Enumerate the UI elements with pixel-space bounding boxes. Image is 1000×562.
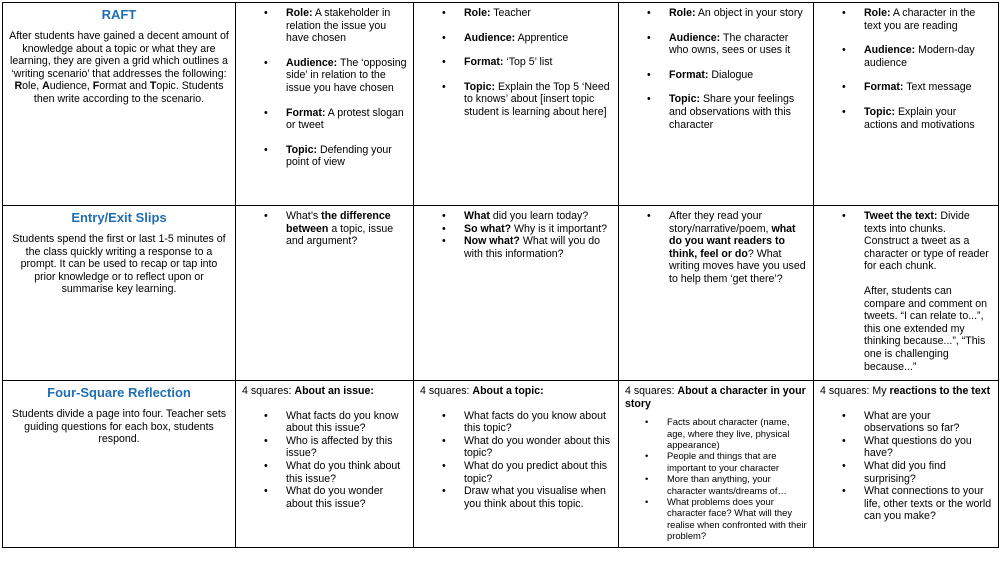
bullet-icon: • <box>264 56 268 69</box>
bullet-icon: • <box>647 68 651 81</box>
text-run: 4 squares: <box>420 385 473 397</box>
list-item <box>442 7 612 20</box>
strategy-description-cell <box>3 381 236 548</box>
strategy-description-cell <box>3 3 236 206</box>
bold-text: Audience: <box>464 31 516 44</box>
text-run: Text message <box>903 81 972 94</box>
strategy-title: Four-Square Reflection <box>47 385 191 400</box>
bullet-list <box>420 7 612 119</box>
bold-text: Role: <box>286 7 313 19</box>
bullet-icon: • <box>264 485 268 498</box>
list-item <box>442 409 612 435</box>
bullet-icon: • <box>645 473 649 485</box>
cell-lead <box>420 385 612 398</box>
bullet-icon: • <box>647 210 651 222</box>
strategy-description <box>9 233 229 296</box>
bold-text: What <box>464 210 490 222</box>
example-cell <box>236 381 414 548</box>
list-item <box>647 31 807 57</box>
bullet-icon: • <box>442 222 446 235</box>
bold-text: Topic: <box>286 143 317 156</box>
bullet-icon: • <box>842 409 846 422</box>
example-cell <box>236 3 414 206</box>
list-item <box>647 210 807 286</box>
text-run: Facts about character (name, age, where they live, physical appearance) <box>667 416 790 450</box>
bullet-icon: • <box>442 31 446 44</box>
bullet-icon: • <box>645 496 649 508</box>
text-run: What did you find surprising? <box>864 459 946 485</box>
bold-text: Role: <box>669 7 696 19</box>
list-item <box>442 235 612 260</box>
list-item <box>442 485 612 510</box>
bullet-list <box>242 7 407 169</box>
example-cell <box>814 206 999 381</box>
bullet-list <box>242 410 407 511</box>
text-run: What do you wonder about this topic? <box>464 434 611 460</box>
text-run: Students divide a page into four. Teacher sets guiding questions for each box, students respond. <box>11 408 227 446</box>
text-run: A protest slogan or tweet <box>286 106 404 132</box>
text-run: An object in your story <box>695 7 803 19</box>
bold-text: Role: <box>864 7 891 19</box>
text-run: People and things that are important to your character <box>667 450 780 473</box>
bullet-icon: • <box>442 485 446 498</box>
text-run: did you learn today? <box>489 210 589 222</box>
bullet-icon: • <box>442 80 446 93</box>
bullet-list <box>820 410 992 523</box>
list-item <box>645 496 807 542</box>
list-item <box>264 106 407 132</box>
example-cell <box>414 381 619 548</box>
text-run: What do you predict about this topic? <box>464 459 608 485</box>
bold-text: Format: <box>286 106 326 119</box>
text-run: After they read your story/narrative/poem, <box>669 210 772 235</box>
bullet-icon: • <box>647 93 651 106</box>
cell-lead <box>242 385 407 398</box>
bold-text: what do you want readers to think, feel or do <box>669 222 796 260</box>
cell-lead <box>625 385 807 410</box>
bullet-icon: • <box>842 459 846 472</box>
bullet-icon: • <box>442 409 446 422</box>
list-item <box>264 210 407 248</box>
text-run: A character in the text you are reading <box>864 7 976 32</box>
bullet-icon: • <box>264 143 268 156</box>
bullet-list <box>420 210 612 260</box>
example-cell <box>619 206 814 381</box>
bold-text: Audience: <box>864 44 916 57</box>
text-run: After students have gained a decent amount of knowledge about a topic or what they are learning, they are given a grid which outlines a ‘writing scenario’ that addresses the following: <box>9 30 229 80</box>
bullet-icon: • <box>442 56 446 69</box>
list-item <box>442 31 612 45</box>
list-item <box>842 81 992 94</box>
bullet-list <box>625 210 807 286</box>
list-item <box>442 459 612 485</box>
bullet-icon: • <box>264 210 268 222</box>
bullet-icon: • <box>647 7 651 19</box>
bold-text: Audience: <box>286 56 338 69</box>
bold-text: Topic: <box>864 105 895 118</box>
list-item <box>264 434 407 460</box>
bullet-icon: • <box>645 416 649 428</box>
bold-text: Now what? <box>464 235 520 248</box>
text-run: What are your observations so far? <box>864 409 960 435</box>
text-run: Defending your point of view <box>286 143 392 169</box>
text-run: ole, <box>22 80 43 93</box>
bullet-icon: • <box>442 459 446 472</box>
text-run: What do you wonder about this issue? <box>286 485 384 510</box>
text-run: Explain your actions and motivations <box>864 105 975 131</box>
list-item <box>647 93 807 131</box>
strategy-description <box>9 30 229 106</box>
bullet-icon: • <box>264 409 268 422</box>
list-item <box>842 105 992 131</box>
list-item <box>842 210 992 273</box>
list-item <box>645 416 807 450</box>
example-cell <box>814 381 999 548</box>
text-run: More than anything, your character wants/dreams of… <box>667 473 787 496</box>
list-item <box>842 459 992 485</box>
cell-paragraph: After, students can compare and comment on tweets. “I can relate to...”, this one extended my thinking because...”, “This one is challenging because...” <box>864 284 988 373</box>
text-run: 4 squares: <box>242 385 295 397</box>
bullet-icon: • <box>842 485 846 498</box>
list-item <box>647 68 807 82</box>
bullet-icon: • <box>442 210 446 222</box>
list-item <box>842 434 992 460</box>
list-item <box>264 459 407 485</box>
bullet-icon: • <box>842 81 846 94</box>
bold-text: R <box>14 80 23 93</box>
example-cell <box>814 3 999 206</box>
list-item <box>264 409 407 435</box>
list-item <box>264 7 407 45</box>
list-item <box>442 222 612 236</box>
bullet-icon: • <box>645 450 649 462</box>
bold-text: Role: <box>464 7 491 19</box>
strategy-row-entry-exit-slips <box>3 206 999 381</box>
list-item <box>442 434 612 460</box>
bullet-icon: • <box>442 7 446 19</box>
bold-text: Format: <box>864 81 904 94</box>
list-item <box>842 409 992 435</box>
text-run: What facts do you know about this issue? <box>286 409 399 435</box>
text-run: What do you think about this issue? <box>286 459 401 485</box>
cell-lead <box>820 385 992 398</box>
bold-text: Topic: <box>464 80 495 93</box>
text-run: What connections to your life, other texts or the world can you make? <box>864 485 992 523</box>
bullet-list <box>820 7 992 131</box>
list-item <box>442 80 612 119</box>
text-run: Students spend the first or last 1-5 minutes of the class quickly writing a response to a prompt. It can be used to recap or tap into prior knowledge or to reflect upon or summarise key learning. <box>12 233 226 296</box>
text-run: udience, <box>49 80 93 93</box>
bold-text: Tweet the text: <box>864 210 938 222</box>
bold-text: Format: <box>464 56 504 69</box>
list-item <box>842 485 992 523</box>
strategy-row-raft <box>3 3 999 206</box>
bullet-list <box>625 7 807 131</box>
text-run: Modern-day audience <box>864 44 975 69</box>
list-item <box>442 56 612 69</box>
text-run: Explain the Top 5 ‘Need to knows’ about [insert topic student is learning about here] <box>464 80 610 118</box>
list-item <box>264 143 407 169</box>
bullet-icon: • <box>442 434 446 447</box>
strategy-title: RAFT <box>101 7 137 22</box>
bullet-list <box>820 210 992 273</box>
bullet-icon: • <box>442 235 446 248</box>
text-run: ? What writing moves have you used to help them ‘get there’? <box>669 247 806 285</box>
bold-text: A <box>42 80 50 93</box>
example-cell <box>414 206 619 381</box>
list-item <box>842 7 992 32</box>
bullet-icon: • <box>264 434 268 447</box>
list-item <box>842 44 992 69</box>
example-cell <box>414 3 619 206</box>
example-cell <box>619 381 814 548</box>
text-run: The character who owns, sees or uses it <box>669 31 791 57</box>
bold-text: About a topic: <box>472 385 544 397</box>
bullet-icon: • <box>647 31 651 44</box>
text-run: A stakeholder in relation the issue you have chosen <box>286 7 391 45</box>
list-item <box>645 450 807 473</box>
text-run: What will you do with this information? <box>464 235 600 260</box>
bullet-icon: • <box>264 7 268 19</box>
bold-text: About an issue: <box>294 385 374 397</box>
strategy-title: Entry/Exit Slips <box>71 210 167 225</box>
text-run: What facts do you know about this topic? <box>464 409 606 435</box>
text-run: opic. Students then write according to the scenario. <box>33 80 224 105</box>
bullet-icon: • <box>264 459 268 472</box>
text-run: Teacher <box>490 7 531 19</box>
text-run: Dialogue <box>708 68 754 81</box>
text-run: Apprentice <box>515 31 569 44</box>
list-item <box>264 485 407 510</box>
strategy-description-cell <box>3 206 236 381</box>
text-run: Divide texts into chunks. Construct a tweet as a character or type of reader for each chunk. <box>864 210 989 273</box>
example-cell <box>619 3 814 206</box>
list-item <box>264 56 407 95</box>
strategy-row-four-square-reflection <box>3 381 999 548</box>
text-run: What’s <box>286 210 322 222</box>
bullet-list <box>625 416 807 541</box>
text-run: ‘Top 5’ list <box>503 56 553 69</box>
bullet-icon: • <box>264 106 268 119</box>
text-run: 4 squares: My <box>820 385 890 397</box>
bullet-icon: • <box>842 7 846 19</box>
bullet-list <box>420 410 612 511</box>
bullet-icon: • <box>842 44 846 57</box>
bullet-list <box>242 210 407 248</box>
bold-text: T <box>149 80 157 93</box>
bold-text: Format: <box>669 68 709 81</box>
bold-text: Audience: <box>669 31 721 44</box>
list-item <box>647 7 807 20</box>
text-run: 4 squares: <box>625 385 678 397</box>
text-run: Why is it important? <box>511 222 608 235</box>
teaching-strategies-table <box>2 2 999 548</box>
text-run: The ‘opposing side’ in relation to the issue you have chosen <box>286 56 407 94</box>
text-run: What questions do you have? <box>864 434 972 460</box>
list-item <box>645 473 807 496</box>
text-run: What problems does your character face? What will they realise when confronted with their problem? <box>667 496 807 542</box>
text-run: a topic, issue and argument? <box>286 222 394 248</box>
list-item <box>442 210 612 223</box>
strategy-description <box>9 408 229 446</box>
bold-text: reactions to the text <box>889 385 991 397</box>
bold-text: About a character in your story <box>625 385 806 410</box>
bullet-icon: • <box>842 434 846 447</box>
text-run: Share your feelings and observations with this character <box>669 93 795 131</box>
bullet-icon: • <box>842 105 846 118</box>
bullet-icon: • <box>842 210 846 222</box>
bold-text: Topic: <box>669 93 700 106</box>
text-run: Who is affected by this issue? <box>286 434 393 460</box>
bold-text: the difference between <box>286 210 391 235</box>
example-cell <box>236 206 414 381</box>
bold-text: F <box>92 80 100 93</box>
text-run: ormat and <box>99 80 150 93</box>
text-run: Draw what you visualise when you think about this topic. <box>464 485 606 510</box>
bold-text: So what? <box>464 222 512 235</box>
